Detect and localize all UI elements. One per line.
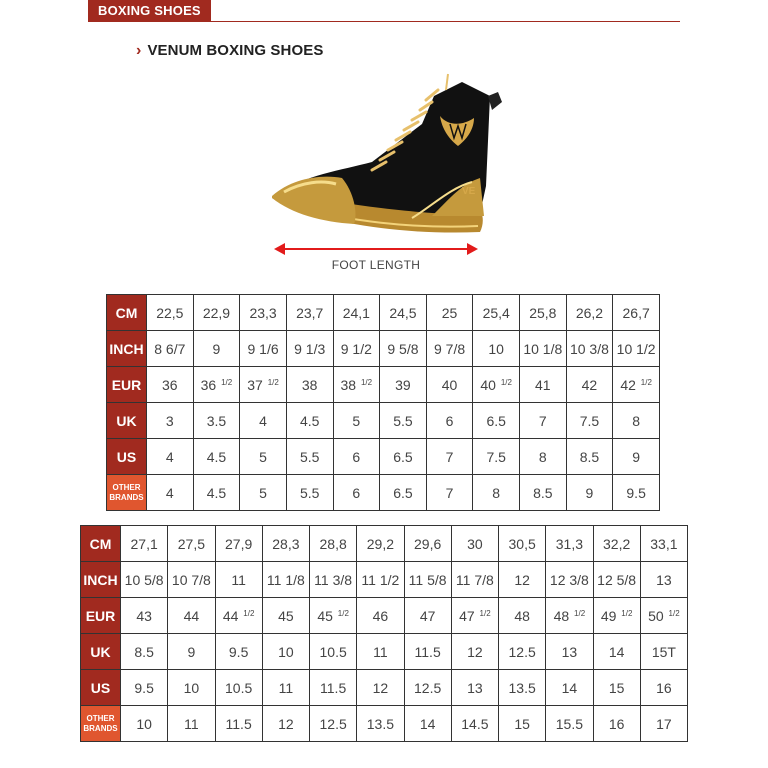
table-cell: 9 (613, 439, 660, 475)
table-cell: 6.5 (380, 475, 427, 511)
table-cell: 11 (215, 562, 262, 598)
table-cell: 16 (640, 670, 687, 706)
foot-length-indicator (274, 242, 478, 272)
table-cell: 6 (426, 403, 473, 439)
table-cell: 12.5 (499, 634, 546, 670)
table-cell: 3 (147, 403, 194, 439)
table-row (107, 331, 660, 367)
row-header: INCH (81, 562, 121, 598)
table-cell: 42 (566, 367, 613, 403)
table-cell: 15.5 (546, 706, 593, 742)
table-cell: 24,5 (380, 295, 427, 331)
page-subtitle (136, 42, 323, 60)
table-cell: 36 (147, 367, 194, 403)
row-header: CM (81, 526, 121, 562)
table-cell: 9.5 (613, 475, 660, 511)
table-cell: 40 $^{1/2}$ (473, 367, 520, 403)
table-cell: 11 5/8 (404, 562, 451, 598)
table-cell: 23,7 (286, 295, 333, 331)
row-header: INCH (107, 331, 147, 367)
table-cell: 49 $^{1/2}$ (593, 598, 640, 634)
table-cell: 10 (168, 670, 215, 706)
table-cell: 14 (404, 706, 451, 742)
table-row (81, 598, 688, 634)
table-row (81, 562, 688, 598)
table-cell: 45 $^{1/2}$ (310, 598, 357, 634)
table-cell: 8.5 (520, 475, 567, 511)
table-cell: 26,7 (613, 295, 660, 331)
table-cell: 11 3/8 (310, 562, 357, 598)
table-cell: 10 1/2 (613, 331, 660, 367)
table-cell: 5.5 (286, 439, 333, 475)
table-row (107, 367, 660, 403)
table-cell: 7 (426, 475, 473, 511)
table-cell: 28,8 (310, 526, 357, 562)
table-cell: 6 (333, 475, 380, 511)
table-cell: 12.5 (404, 670, 451, 706)
table-cell: 7 (520, 403, 567, 439)
table-row (107, 475, 660, 511)
table-cell: 10 3/8 (566, 331, 613, 367)
table-cell: 10.5 (215, 670, 262, 706)
row-header: UK (81, 634, 121, 670)
table-cell: 41 (520, 367, 567, 403)
table-cell: 9 (168, 634, 215, 670)
table-cell: 12.5 (310, 706, 357, 742)
table-cell: 29,2 (357, 526, 404, 562)
table-cell: 25,4 (473, 295, 520, 331)
row-header: OTHER BRANDS (107, 475, 147, 511)
table-cell: 28,3 (262, 526, 309, 562)
table-cell: 10.5 (310, 634, 357, 670)
table-cell: 11.5 (310, 670, 357, 706)
table-cell: 12 3/8 (546, 562, 593, 598)
table-cell: 5 (333, 403, 380, 439)
table-row (107, 403, 660, 439)
boxing-shoe-image (262, 66, 506, 242)
table-cell: 9 1/6 (240, 331, 287, 367)
table-cell: 44 $^{1/2}$ (215, 598, 262, 634)
table-cell: 39 (380, 367, 427, 403)
table-cell: 31,3 (546, 526, 593, 562)
foot-length-label: FOOT LENGTH (331, 258, 421, 272)
table-cell: 9 1/3 (286, 331, 333, 367)
table-cell: 8.5 (566, 439, 613, 475)
table-cell: 11 1/2 (357, 562, 404, 598)
table-cell: 11 (262, 670, 309, 706)
table-cell: 45 (262, 598, 309, 634)
table-cell: 12 (262, 706, 309, 742)
table-cell: 47 $^{1/2}$ (451, 598, 498, 634)
size-table-small (106, 294, 660, 511)
table-cell: 16 (593, 706, 640, 742)
table-cell: 5.5 (286, 475, 333, 511)
table-cell: 4 (240, 403, 287, 439)
table-cell: 38 (286, 367, 333, 403)
table-cell: 6.5 (473, 403, 520, 439)
table-cell: 43 (121, 598, 168, 634)
table-cell: 24,1 (333, 295, 380, 331)
section-tag: BOXING SHOES (88, 0, 211, 22)
chevron-right-icon: › (136, 42, 142, 59)
table-cell: 13 (451, 670, 498, 706)
table-cell: 29,6 (404, 526, 451, 562)
table-cell: 8 (473, 475, 520, 511)
table-cell: 5 (240, 439, 287, 475)
table-cell: 5 (240, 475, 287, 511)
table-cell: 50 $^{1/2}$ (640, 598, 687, 634)
table-cell: 10 (121, 706, 168, 742)
row-header: EUR (81, 598, 121, 634)
table-cell: 4.5 (286, 403, 333, 439)
table-cell: 37 $^{1/2}$ (240, 367, 287, 403)
table-cell: 4.5 (193, 439, 240, 475)
row-header: CM (107, 295, 147, 331)
table-cell: 8 (520, 439, 567, 475)
table-cell: 13 (546, 634, 593, 670)
table-cell: 47 (404, 598, 451, 634)
row-header: UK (107, 403, 147, 439)
table-row (81, 706, 688, 742)
table-cell: 48 $^{1/2}$ (546, 598, 593, 634)
table-cell: 48 (499, 598, 546, 634)
table-cell: 8 6/7 (147, 331, 194, 367)
table-cell: 22,5 (147, 295, 194, 331)
subtitle-text: VENUM BOXING SHOES (147, 42, 324, 59)
table-cell: 6.5 (380, 439, 427, 475)
table-cell: 11 (168, 706, 215, 742)
double-arrow-icon (274, 242, 478, 256)
table-cell: 9 1/2 (333, 331, 380, 367)
row-header: OTHER BRANDS (81, 706, 121, 742)
table-cell: 15 (499, 706, 546, 742)
table-cell: 10 (262, 634, 309, 670)
table-cell: 12 (357, 670, 404, 706)
table-cell: 15T (640, 634, 687, 670)
table-cell: 11 1/8 (262, 562, 309, 598)
table-cell: 11.5 (404, 634, 451, 670)
table-cell: 30 (451, 526, 498, 562)
table-row (81, 526, 688, 562)
table-cell: 25 (426, 295, 473, 331)
table-cell: 4 (147, 439, 194, 475)
table-cell: 14 (593, 634, 640, 670)
size-table-large (80, 525, 688, 742)
row-header: US (107, 439, 147, 475)
table-cell: 7.5 (473, 439, 520, 475)
table-cell: 9 (193, 331, 240, 367)
table-cell: 12 (451, 634, 498, 670)
table-cell: 42 $^{1/2}$ (613, 367, 660, 403)
row-header: EUR (107, 367, 147, 403)
table-cell: 32,2 (593, 526, 640, 562)
table-cell: 10 5/8 (121, 562, 168, 598)
table-cell: 6 (333, 439, 380, 475)
table-cell: 12 5/8 (593, 562, 640, 598)
table-cell: 23,3 (240, 295, 287, 331)
table-cell: 22,9 (193, 295, 240, 331)
table-cell: 30,5 (499, 526, 546, 562)
table-cell: 4 (147, 475, 194, 511)
table-cell: 9 (566, 475, 613, 511)
table-cell: 13.5 (357, 706, 404, 742)
table-cell: 38 $^{1/2}$ (333, 367, 380, 403)
table-cell: 14.5 (451, 706, 498, 742)
table-cell: 13 (640, 562, 687, 598)
table-cell: 11.5 (215, 706, 262, 742)
table-cell: 7.5 (566, 403, 613, 439)
table-cell: 11 (357, 634, 404, 670)
table-row (81, 670, 688, 706)
table-cell: 4.5 (193, 475, 240, 511)
table-row (107, 295, 660, 331)
table-cell: 13.5 (499, 670, 546, 706)
table-cell: 40 (426, 367, 473, 403)
table-cell: 8 (613, 403, 660, 439)
row-header: US (81, 670, 121, 706)
table-cell: 10 1/8 (520, 331, 567, 367)
table-cell: 9 7/8 (426, 331, 473, 367)
section-header (88, 0, 680, 22)
table-cell: 25,8 (520, 295, 567, 331)
table-row (81, 634, 688, 670)
table-cell: 27,1 (121, 526, 168, 562)
table-cell: 12 (499, 562, 546, 598)
table-cell: 27,9 (215, 526, 262, 562)
table-cell: 17 (640, 706, 687, 742)
table-cell: 36 $^{1/2}$ (193, 367, 240, 403)
table-cell: 11 7/8 (451, 562, 498, 598)
table-cell: 10 (473, 331, 520, 367)
table-cell: 14 (546, 670, 593, 706)
table-cell: 9.5 (121, 670, 168, 706)
table-cell: 27,5 (168, 526, 215, 562)
table-cell: 9 5/8 (380, 331, 427, 367)
table-cell: 7 (426, 439, 473, 475)
table-cell: 44 (168, 598, 215, 634)
header-rule (88, 21, 680, 22)
table-cell: 5.5 (380, 403, 427, 439)
table-cell: 26,2 (566, 295, 613, 331)
table-cell: 33,1 (640, 526, 687, 562)
svg-text:VE: VE (462, 186, 476, 197)
table-cell: 9.5 (215, 634, 262, 670)
table-cell: 3.5 (193, 403, 240, 439)
table-row (107, 439, 660, 475)
table-cell: 8.5 (121, 634, 168, 670)
table-cell: 10 7/8 (168, 562, 215, 598)
table-cell: 15 (593, 670, 640, 706)
table-cell: 46 (357, 598, 404, 634)
